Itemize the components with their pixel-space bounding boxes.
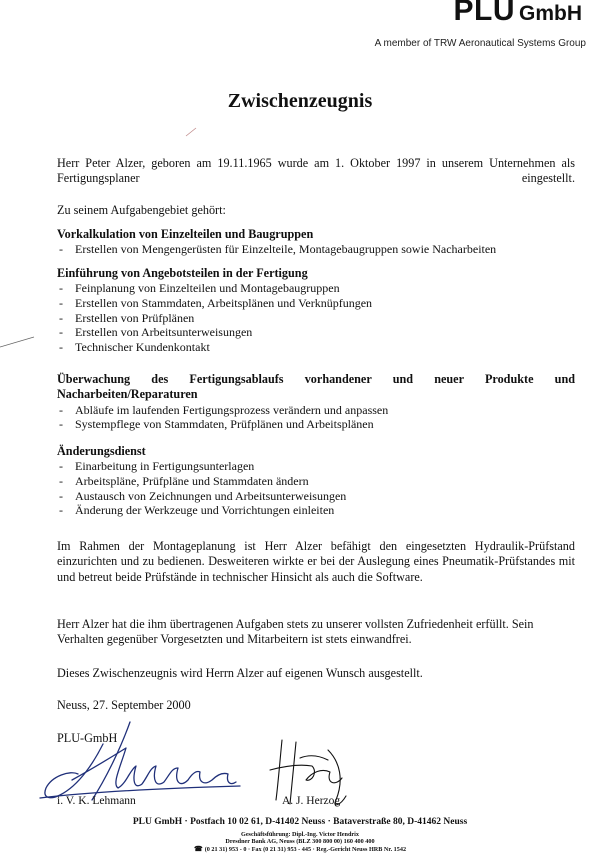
phone-icon: ☎ [193, 845, 203, 853]
list-item: - Austausch von Zeichnungen und Arbeitsunterweisungen [57, 489, 575, 504]
signature-right-name: A. J. Herzog [282, 795, 341, 807]
list-item: - Arbeitspläne, Prüfpläne und Stammdaten ändern [57, 474, 575, 489]
section-heading: Änderungsdienst [57, 444, 146, 458]
list-item: - Erstellen von Prüfplänen [57, 311, 575, 326]
place-date: Neuss, 27. September 2000 [57, 698, 191, 712]
intro-paragraph [57, 156, 575, 187]
list-item: - Feinplanung von Einzelteilen und Montagebaugruppen [57, 281, 575, 296]
list-item: - Einarbeitung in Fertigungsunterlagen [57, 459, 575, 474]
list-item: - Erstellen von Mengengerüsten für Einzelteile, Montagebaugruppen sowie Nacharbeiten [57, 242, 575, 257]
footer-contact-line [0, 846, 600, 853]
list-item: - Abläufe im laufenden Fertigungsprozess verändern und anpassen [57, 403, 575, 418]
task-list [57, 403, 575, 432]
footer-management: Geschäftsführung: Dipl.-Ing. Victor Hendrix [241, 831, 359, 838]
footer-address: PLU GmbH · Postfach 10 02 61, D-41402 Neuss · Bataverstraße 80, D-41462 Neuss [132, 817, 468, 827]
performance-paragraph: Herr Alzer hat die ihm übertragenen Aufgaben stets zu unserer vollsten Zufriedenheit erfüllt. Sein Verhalten gegenüber Vorgesetzten und Mitarbeitern ist stets einwandfrei. [57, 617, 534, 647]
montage-paragraph: Im Rahmen der Montageplanung ist Herr Alzer befähigt den eingesetzten Hydraulik-Prüfstand einzurichten und zu bedienen. Desweiteren wirkte er bei der Auslegung eines Pneumatik-Prüfstandes mit und betreut beide Prüfstände in technischer Hinsicht als auch die Software. [57, 539, 575, 584]
list-item: - Änderung der Werkzeuge und Vorrichtungen einleiten [57, 503, 575, 518]
signature-company: PLU-GmbH [57, 731, 118, 745]
list-item: - Systempflege von Stammdaten, Prüfplänen und Arbeitsplänen [57, 417, 575, 432]
intro-text: Herr Peter Alzer, geboren am 19.11.1965 wurde am 1. Oktober 1997 in unserem Unternehmen als Fertigungsplaner eingestellt. [57, 156, 575, 186]
section-heading: Einführung von Angebotsteilen in der Fertigung [57, 266, 308, 280]
logo-brand-suffix: GmbH [519, 2, 582, 25]
section-heading: Vorkalkulation von Einzelteilen und Baugruppen [57, 227, 314, 241]
list-item: - Erstellen von Arbeitsunterweisungen [57, 325, 575, 340]
section-fertigungsablauf [57, 372, 575, 432]
footer-contact: (0 21 31) 953 - 0 · Fax (0 21 31) 953 - 445 · Reg.-Gericht Neuss HRB Nr. 1542 [204, 846, 407, 853]
section-vorkalkulation [57, 227, 575, 257]
section-heading-line2: Nacharbeiten/Reparaturen [57, 387, 198, 402]
section-aenderungsdienst [57, 444, 575, 518]
signature-left-name: i. V. K. Lehmann [57, 795, 136, 807]
section-heading-line1: Überwachung des Fertigungsablaufs vorhandener und neuer Produkte und [57, 372, 575, 386]
signature-lehmann-mark [40, 722, 240, 800]
footer-bank: Dresdner Bank AG, Neuss (BLZ 300 800 00) 160 400 400 [225, 838, 375, 845]
list-item: - Technischer Kundenkontakt [57, 340, 575, 355]
list-item: - Erstellen von Stammdaten, Arbeitsplänen und Verknüpfungen [57, 296, 575, 311]
request-paragraph: Dieses Zwischenzeugnis wird Herrn Alzer auf eigenen Wunsch ausgestellt. [57, 666, 423, 680]
task-list [57, 242, 575, 257]
section-angebotsteile [57, 266, 575, 354]
member-line: A member of TRW Aeronautical Systems Group [374, 38, 586, 49]
document-title: Zwischenzeugnis [227, 90, 373, 112]
task-list [57, 459, 575, 517]
logo-brand-main: PLU [453, 0, 515, 27]
task-list [57, 281, 575, 354]
tasks-intro: Zu seinem Aufgabengebiet gehört: [57, 203, 226, 217]
